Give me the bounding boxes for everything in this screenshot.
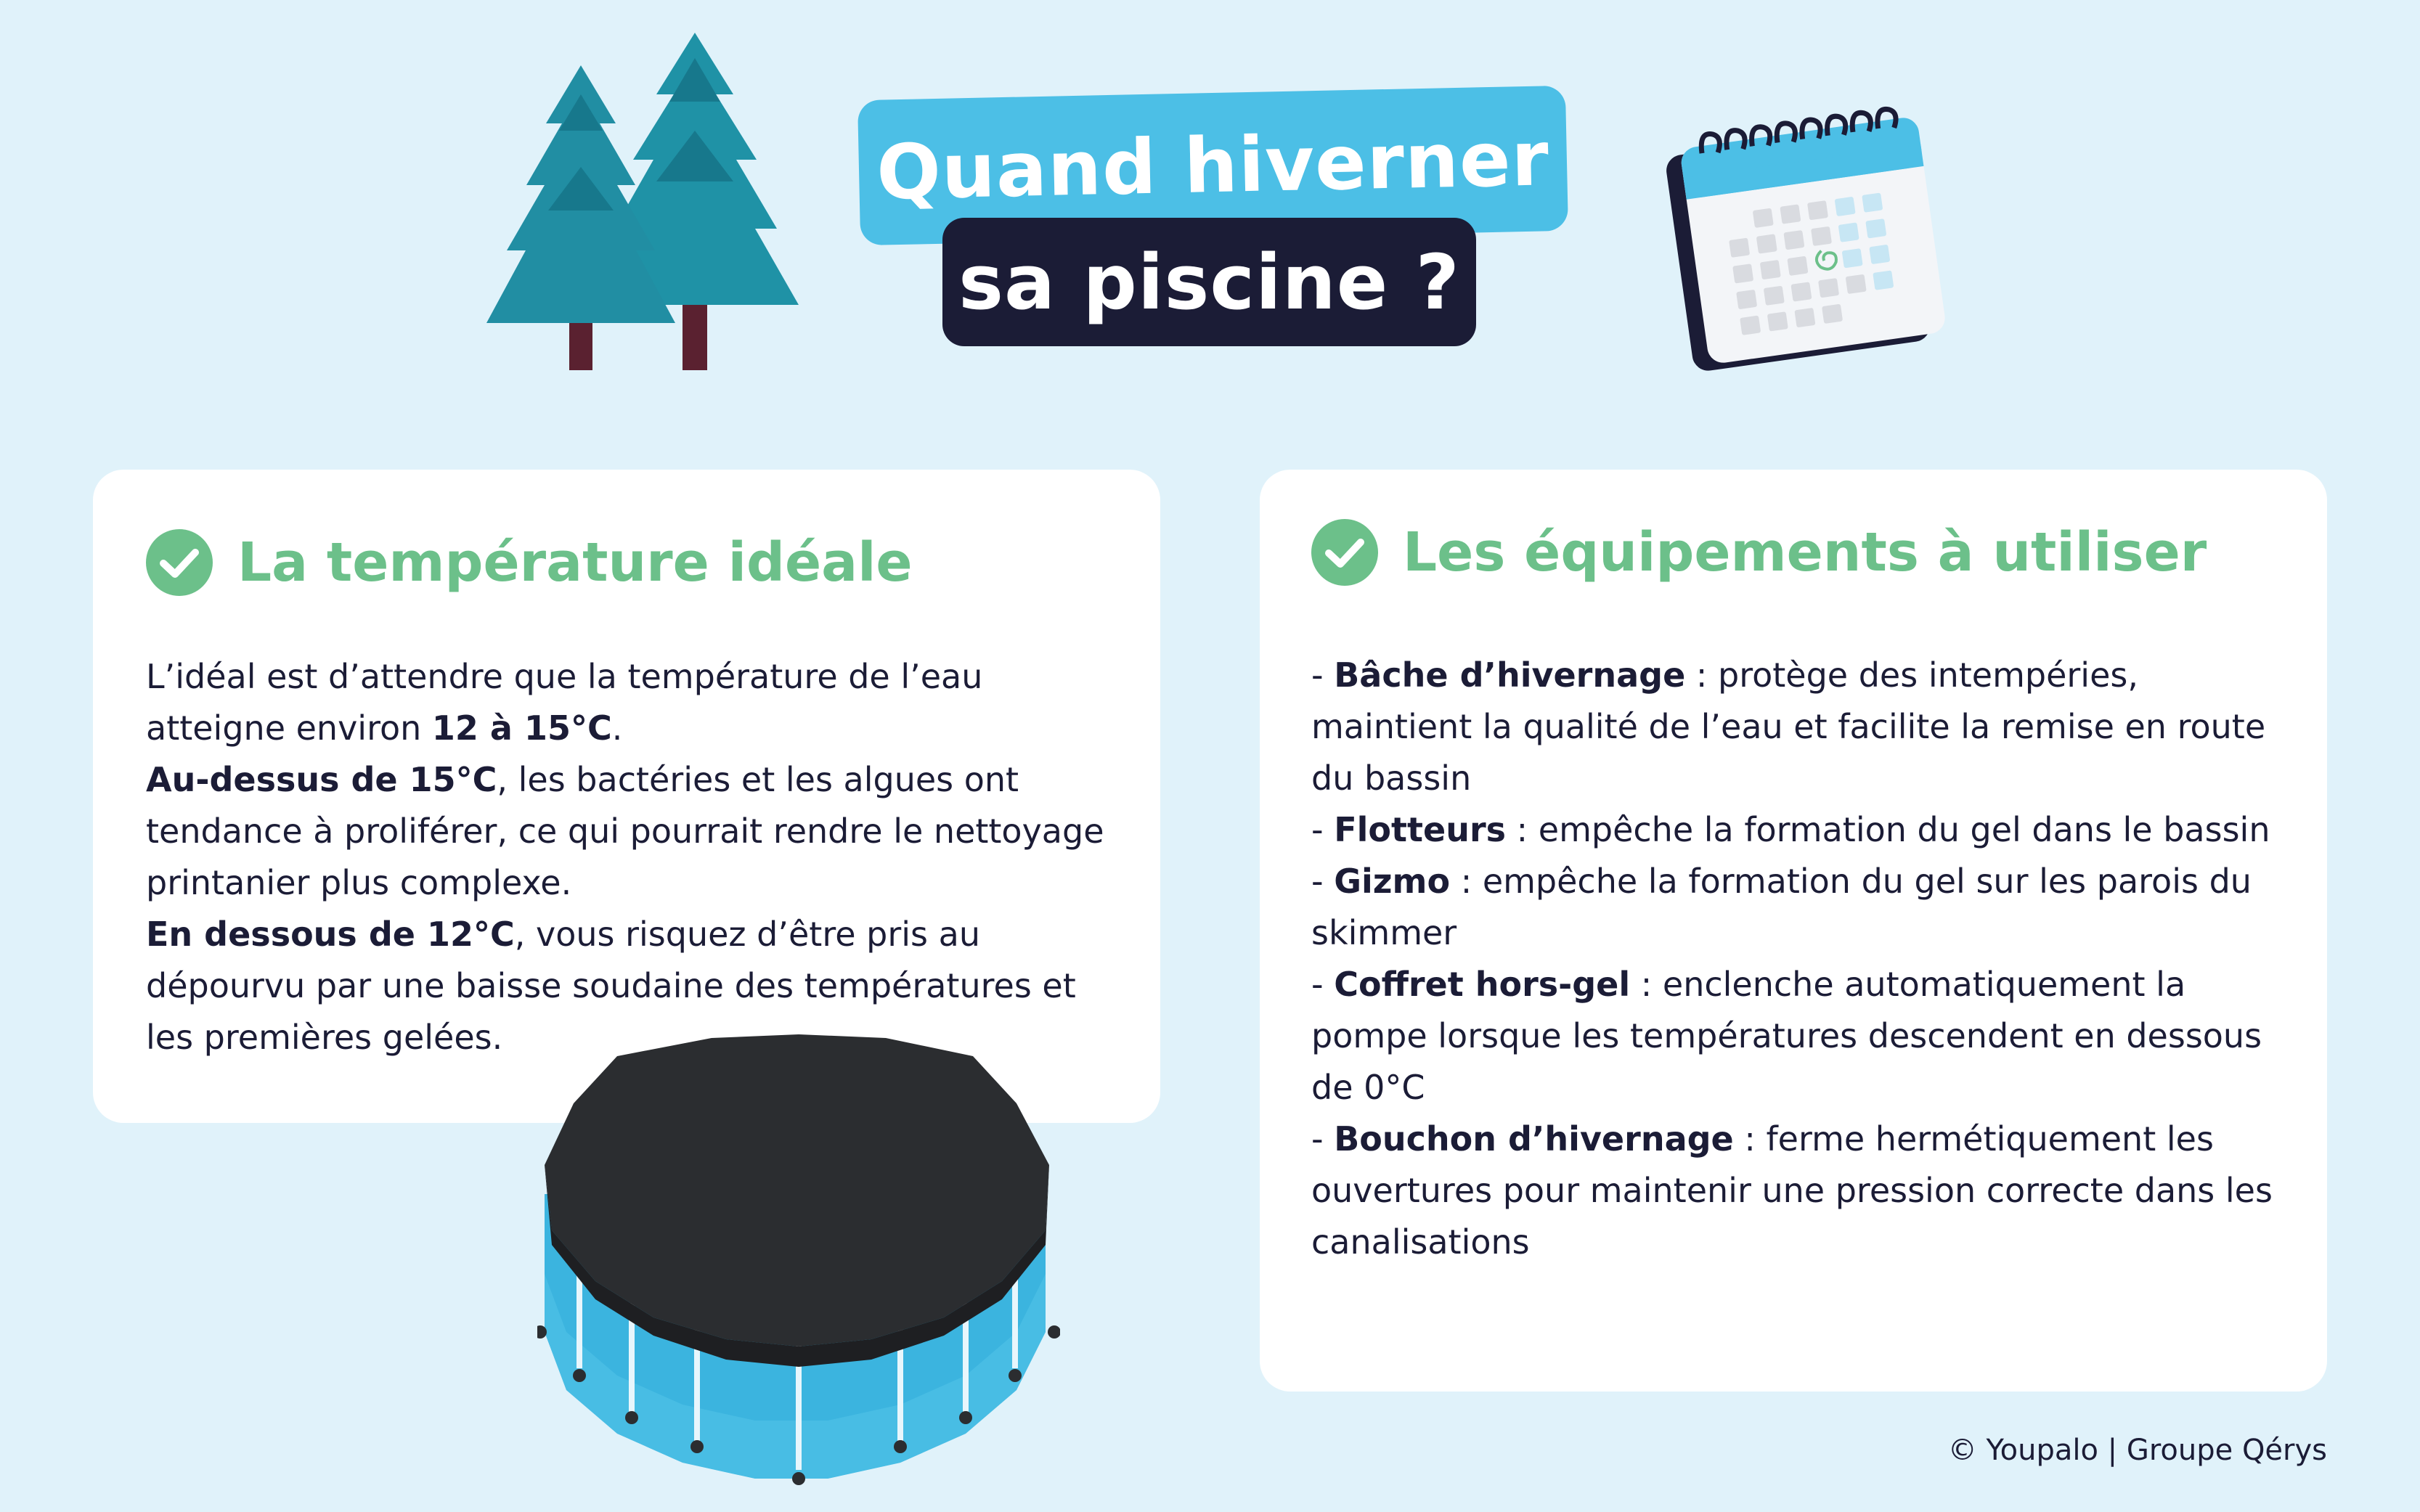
list-item: - Bouchon d’hivernage : ferme hermétiquement les ouvertures pour maintenir une pression correcte dans les canalisations bbox=[1311, 1119, 2273, 1262]
equipment-heading-text: Les équipements à utiliser bbox=[1403, 521, 2207, 584]
calendar-icon bbox=[1648, 94, 1968, 377]
list-item: - Coffret hors-gel : enclenche automatiquement la pompe lorsque les températures descendent en dessous de 0°C bbox=[1311, 965, 2262, 1107]
item-name: Bouchon d’hivernage bbox=[1334, 1119, 1734, 1158]
item-desc: : empêche la formation du gel dans le bassin bbox=[1506, 810, 2270, 849]
equipment-card bbox=[1260, 470, 2327, 1392]
title-line-2 bbox=[942, 218, 1476, 346]
check-circle-icon bbox=[146, 529, 213, 596]
copyright-text: © Youpalo | Groupe Qérys bbox=[1947, 1434, 2327, 1467]
p1-text: L’idéal est d’attendre que la température de l’eau atteigne environ bbox=[146, 657, 983, 748]
p1-bold: 12 à 15°C bbox=[431, 708, 612, 748]
temperature-heading-text: La température idéale bbox=[237, 531, 913, 594]
list-item: - Flotteurs : empêche la formation du gel dans le bassin bbox=[1311, 810, 2270, 849]
p2-bold: Au-dessus de 15°C bbox=[146, 760, 497, 799]
covered-pool-icon bbox=[537, 1034, 1060, 1488]
title-line-1-text: Quand hiverner bbox=[876, 114, 1550, 217]
item-desc: : empêche la formation du gel sur les parois du skimmer bbox=[1311, 862, 2252, 952]
list-item: - Gizmo : empêche la formation du gel sur les parois du skimmer bbox=[1311, 862, 2252, 952]
temperature-paragraph-2 bbox=[146, 754, 1119, 909]
check-circle-icon bbox=[1311, 519, 1378, 586]
item-desc: : ferme hermétiquement les ouvertures pour maintenir une pression correcte dans les canalisations bbox=[1311, 1119, 2273, 1262]
p3-bold: En dessous de 12°C bbox=[146, 915, 515, 954]
p3-text: , vous risquez d’être pris au dépourvu par une baisse soudaine des températures et les premières gelées. bbox=[146, 915, 1076, 1057]
item-name: Flotteurs bbox=[1334, 810, 1507, 849]
temperature-body bbox=[146, 651, 1119, 1063]
equipment-list bbox=[1311, 650, 2306, 1268]
item-name: Gizmo bbox=[1334, 862, 1451, 901]
temperature-card bbox=[93, 470, 1160, 1123]
p2-text: , les bactéries et les algues ont tendance à proliférer, ce qui pourrait rendre le nettoyage printanier plus complexe. bbox=[146, 760, 1104, 902]
temperature-paragraph-1 bbox=[146, 651, 1119, 754]
temperature-heading bbox=[146, 529, 913, 596]
title-line-2-text: sa piscine ? bbox=[958, 237, 1460, 327]
item-desc: : enclenche automatiquement la pompe lorsque les températures descendent en dessous de 0°C bbox=[1311, 965, 2262, 1107]
list-item: - Bâche d’hivernage : protège des intempéries, maintient la qualité de l’eau et facilite la remise en route du bassin bbox=[1311, 655, 2266, 798]
item-name: Coffret hors-gel bbox=[1334, 965, 1631, 1004]
item-desc: : protège des intempéries, maintient la qualité de l’eau et facilite la remise en route du bassin bbox=[1311, 655, 2266, 798]
fir-trees-icon bbox=[486, 29, 806, 370]
equipment-heading bbox=[1311, 519, 2207, 586]
item-name: Bâche d’hivernage bbox=[1334, 655, 1686, 695]
p1-end: . bbox=[611, 708, 623, 748]
